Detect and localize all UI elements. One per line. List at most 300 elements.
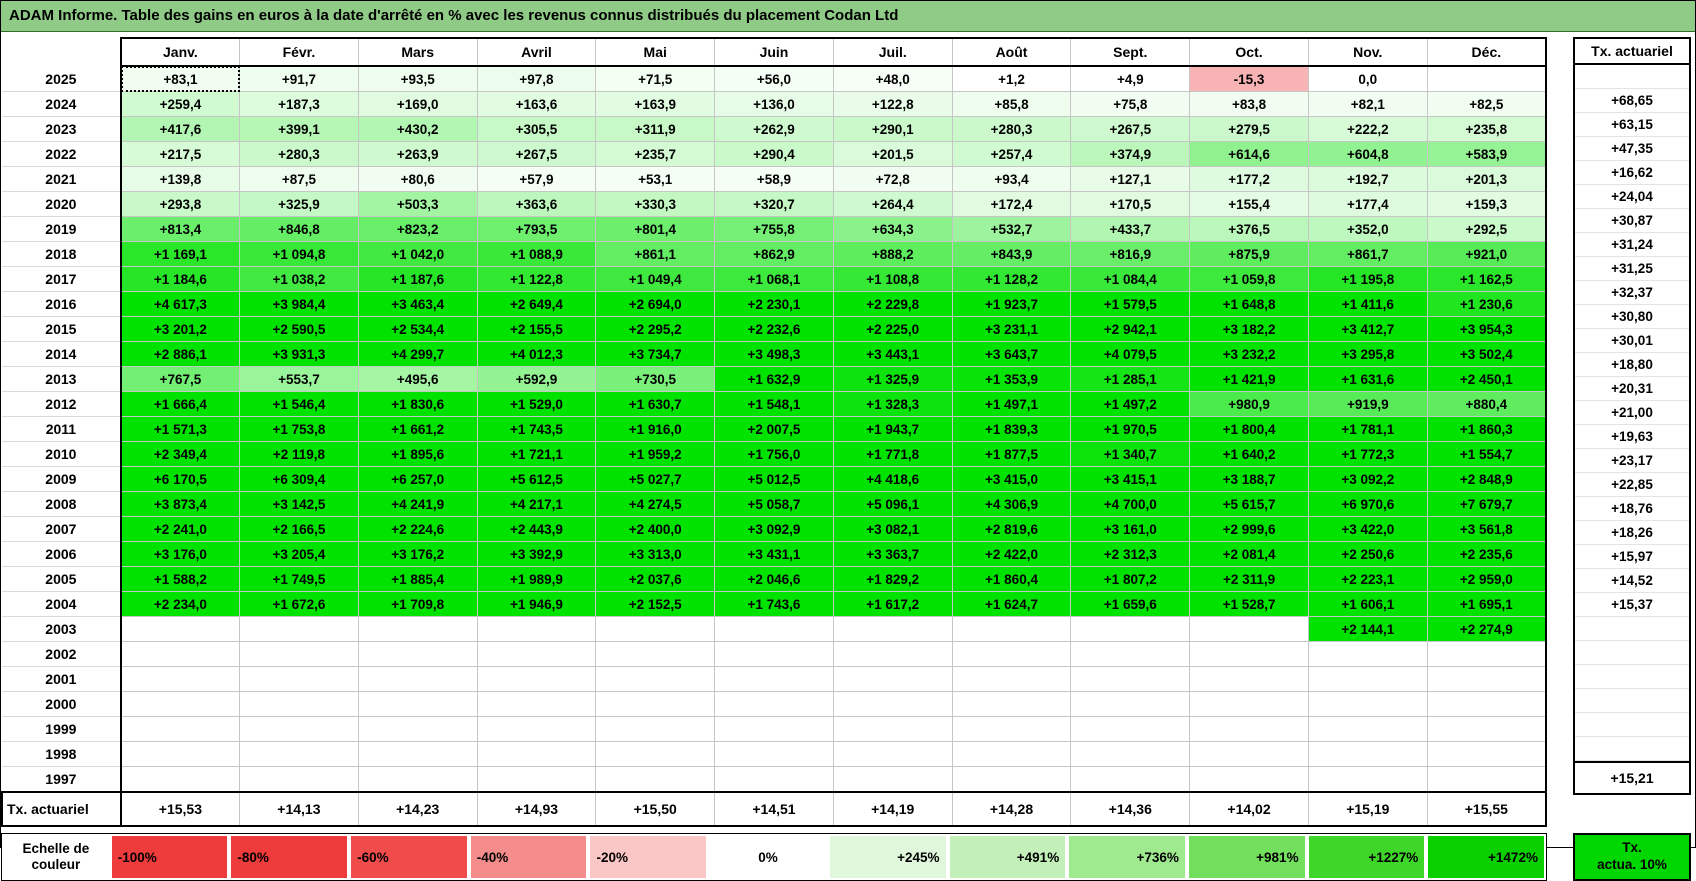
- gain-cell[interactable]: +1 162,5: [1427, 267, 1546, 292]
- gain-cell[interactable]: [477, 767, 596, 793]
- gain-cell[interactable]: +58,9: [715, 167, 834, 192]
- gain-cell[interactable]: +2 223,1: [1308, 567, 1427, 592]
- gain-cell[interactable]: +1 497,2: [1071, 392, 1190, 417]
- gain-cell[interactable]: +192,7: [1308, 167, 1427, 192]
- gain-cell[interactable]: +2 400,0: [596, 517, 715, 542]
- gain-cell[interactable]: +136,0: [715, 92, 834, 117]
- monthly-actuarial-rate-cell[interactable]: +14,02: [1190, 792, 1309, 826]
- gain-cell[interactable]: [596, 692, 715, 717]
- gain-cell[interactable]: [240, 767, 359, 793]
- gain-cell[interactable]: +2 349,4: [121, 442, 240, 467]
- gain-cell[interactable]: +430,2: [358, 117, 477, 142]
- gain-cell[interactable]: +330,3: [596, 192, 715, 217]
- gain-cell[interactable]: +2 649,4: [477, 292, 596, 317]
- gain-cell[interactable]: +2 590,5: [240, 317, 359, 342]
- gain-cell[interactable]: [1427, 642, 1546, 667]
- annual-actuarial-rate-cell[interactable]: +15,37: [1575, 593, 1689, 617]
- gain-cell[interactable]: [240, 742, 359, 767]
- gain-cell[interactable]: +235,7: [596, 142, 715, 167]
- annual-actuarial-rate-cell[interactable]: +19,63: [1575, 425, 1689, 449]
- gain-cell[interactable]: +1 666,4: [121, 392, 240, 417]
- gain-cell[interactable]: +262,9: [715, 117, 834, 142]
- gain-cell[interactable]: [1071, 642, 1190, 667]
- gain-cell[interactable]: +5 058,7: [715, 492, 834, 517]
- gain-cell[interactable]: +755,8: [715, 217, 834, 242]
- gain-cell[interactable]: +919,9: [1308, 392, 1427, 417]
- gain-cell[interactable]: +4 217,1: [477, 492, 596, 517]
- gain-cell[interactable]: +280,3: [240, 142, 359, 167]
- gain-cell[interactable]: +3 082,1: [833, 517, 952, 542]
- gain-cell[interactable]: [952, 767, 1071, 793]
- annual-actuarial-rate-cell[interactable]: +47,35: [1575, 137, 1689, 161]
- gain-cell[interactable]: +3 463,4: [358, 292, 477, 317]
- monthly-actuarial-rate-cell[interactable]: +15,53: [121, 792, 240, 826]
- gain-cell[interactable]: +1 916,0: [596, 417, 715, 442]
- gain-cell[interactable]: +730,5: [596, 367, 715, 392]
- gain-cell[interactable]: +3 313,0: [596, 542, 715, 567]
- gain-cell[interactable]: +2 241,0: [121, 517, 240, 542]
- gain-cell[interactable]: +201,5: [833, 142, 952, 167]
- gain-cell[interactable]: +1 497,1: [952, 392, 1071, 417]
- gain-cell[interactable]: +503,3: [358, 192, 477, 217]
- gain-cell[interactable]: [240, 642, 359, 667]
- gain-cell[interactable]: +3 431,1: [715, 542, 834, 567]
- gain-cell[interactable]: +2 848,9: [1427, 467, 1546, 492]
- gain-cell[interactable]: +127,1: [1071, 167, 1190, 192]
- gain-cell[interactable]: [833, 617, 952, 642]
- gain-cell[interactable]: +91,7: [240, 66, 359, 92]
- monthly-actuarial-rate-cell[interactable]: +15,50: [596, 792, 715, 826]
- gain-cell[interactable]: +2 694,0: [596, 292, 715, 317]
- gain-cell[interactable]: +5 096,1: [833, 492, 952, 517]
- gain-cell[interactable]: +1 749,5: [240, 567, 359, 592]
- annual-actuarial-rate-cell[interactable]: [1575, 65, 1689, 89]
- gain-cell[interactable]: [715, 642, 834, 667]
- gain-cell[interactable]: [596, 742, 715, 767]
- gain-cell[interactable]: +816,9: [1071, 242, 1190, 267]
- gain-cell[interactable]: +1 588,2: [121, 567, 240, 592]
- gain-cell[interactable]: +3 205,4: [240, 542, 359, 567]
- annual-actuarial-rate-cell[interactable]: +18,26: [1575, 521, 1689, 545]
- gain-cell[interactable]: [596, 767, 715, 793]
- gain-cell[interactable]: +614,6: [1190, 142, 1309, 167]
- gain-cell[interactable]: +2 081,4: [1190, 542, 1309, 567]
- gain-cell[interactable]: +3 954,3: [1427, 317, 1546, 342]
- selected-gain-cell[interactable]: +83,1: [121, 66, 240, 92]
- monthly-actuarial-rate-cell[interactable]: +14,36: [1071, 792, 1190, 826]
- gain-cell[interactable]: [1071, 742, 1190, 767]
- gain-cell[interactable]: +862,9: [715, 242, 834, 267]
- gain-cell[interactable]: +592,9: [477, 367, 596, 392]
- gain-cell[interactable]: +1 830,6: [358, 392, 477, 417]
- gain-cell[interactable]: [1071, 717, 1190, 742]
- gain-cell[interactable]: +1 640,2: [1190, 442, 1309, 467]
- gain-cell[interactable]: +2 007,5: [715, 417, 834, 442]
- gain-cell[interactable]: [240, 617, 359, 642]
- gain-cell[interactable]: [1308, 692, 1427, 717]
- gain-cell[interactable]: 0,0: [1308, 66, 1427, 92]
- gain-cell[interactable]: +2 443,9: [477, 517, 596, 542]
- gain-cell[interactable]: +292,5: [1427, 217, 1546, 242]
- gain-cell[interactable]: +1 068,1: [715, 267, 834, 292]
- gain-cell[interactable]: [1071, 767, 1190, 793]
- gain-cell[interactable]: [121, 692, 240, 717]
- gain-cell[interactable]: +257,4: [952, 142, 1071, 167]
- gain-cell[interactable]: -15,3: [1190, 66, 1309, 92]
- gain-cell[interactable]: +363,6: [477, 192, 596, 217]
- gain-cell[interactable]: +3 392,9: [477, 542, 596, 567]
- gain-cell[interactable]: +87,5: [240, 167, 359, 192]
- gain-cell[interactable]: +2 224,6: [358, 517, 477, 542]
- gain-cell[interactable]: +1 084,4: [1071, 267, 1190, 292]
- gain-cell[interactable]: +1 753,8: [240, 417, 359, 442]
- gain-cell[interactable]: +4 274,5: [596, 492, 715, 517]
- gain-cell[interactable]: +1 285,1: [1071, 367, 1190, 392]
- gain-cell[interactable]: +2 942,1: [1071, 317, 1190, 342]
- gain-cell[interactable]: +3 984,4: [240, 292, 359, 317]
- gain-cell[interactable]: +235,8: [1427, 117, 1546, 142]
- gain-cell[interactable]: +1 049,4: [596, 267, 715, 292]
- gain-cell[interactable]: [1308, 767, 1427, 793]
- gain-cell[interactable]: [1308, 717, 1427, 742]
- gain-cell[interactable]: +2 312,3: [1071, 542, 1190, 567]
- gain-cell[interactable]: +374,9: [1071, 142, 1190, 167]
- gain-cell[interactable]: +1 353,9: [952, 367, 1071, 392]
- gain-cell[interactable]: [833, 742, 952, 767]
- gain-cell[interactable]: +93,4: [952, 167, 1071, 192]
- gain-cell[interactable]: [121, 617, 240, 642]
- gain-cell[interactable]: [833, 642, 952, 667]
- gain-cell[interactable]: +97,8: [477, 66, 596, 92]
- annual-actuarial-rate-cell[interactable]: +18,76: [1575, 497, 1689, 521]
- gain-cell[interactable]: [1427, 742, 1546, 767]
- gain-cell[interactable]: +1 672,6: [240, 592, 359, 617]
- gain-cell[interactable]: +2 959,0: [1427, 567, 1546, 592]
- gain-cell[interactable]: +417,6: [121, 117, 240, 142]
- gain-cell[interactable]: [715, 742, 834, 767]
- gain-cell[interactable]: +2 819,6: [952, 517, 1071, 542]
- gain-cell[interactable]: +1 772,3: [1308, 442, 1427, 467]
- gain-cell[interactable]: +1 122,8: [477, 267, 596, 292]
- monthly-actuarial-rate-cell[interactable]: +14,19: [833, 792, 952, 826]
- gain-cell[interactable]: +1 800,4: [1190, 417, 1309, 442]
- gain-cell[interactable]: +2 144,1: [1308, 617, 1427, 642]
- gain-cell[interactable]: [1071, 692, 1190, 717]
- gain-cell[interactable]: +82,1: [1308, 92, 1427, 117]
- gain-cell[interactable]: +279,5: [1190, 117, 1309, 142]
- gain-cell[interactable]: [833, 767, 952, 793]
- gain-cell[interactable]: [1427, 717, 1546, 742]
- gain-cell[interactable]: +399,1: [240, 117, 359, 142]
- gain-cell[interactable]: +1 128,2: [952, 267, 1071, 292]
- gain-cell[interactable]: +3 188,7: [1190, 467, 1309, 492]
- annual-actuarial-rate-cell[interactable]: +15,97: [1575, 545, 1689, 569]
- gain-cell[interactable]: [596, 617, 715, 642]
- annual-actuarial-rate-cell[interactable]: [1575, 689, 1689, 713]
- gain-cell[interactable]: +305,5: [477, 117, 596, 142]
- annual-actuarial-rate-cell[interactable]: +30,87: [1575, 209, 1689, 233]
- gain-cell[interactable]: +4 079,5: [1071, 342, 1190, 367]
- gain-cell[interactable]: +53,1: [596, 167, 715, 192]
- gain-cell[interactable]: [477, 717, 596, 742]
- gain-cell[interactable]: +875,9: [1190, 242, 1309, 267]
- gain-cell[interactable]: +813,4: [121, 217, 240, 242]
- gain-cell[interactable]: +325,9: [240, 192, 359, 217]
- gain-cell[interactable]: +861,7: [1308, 242, 1427, 267]
- annual-actuarial-rate-cell[interactable]: [1575, 737, 1689, 761]
- gain-cell[interactable]: +1 970,5: [1071, 417, 1190, 442]
- gain-cell[interactable]: +3 161,0: [1071, 517, 1190, 542]
- gain-cell[interactable]: +921,0: [1427, 242, 1546, 267]
- gain-cell[interactable]: +93,5: [358, 66, 477, 92]
- gain-cell[interactable]: +3 502,4: [1427, 342, 1546, 367]
- gain-cell[interactable]: +177,2: [1190, 167, 1309, 192]
- gain-cell[interactable]: +2 999,6: [1190, 517, 1309, 542]
- gain-cell[interactable]: +3 295,8: [1308, 342, 1427, 367]
- annual-actuarial-rate-cell[interactable]: [1575, 617, 1689, 641]
- gain-cell[interactable]: +3 182,2: [1190, 317, 1309, 342]
- gain-cell[interactable]: +6 257,0: [358, 467, 477, 492]
- gain-cell[interactable]: +75,8: [1071, 92, 1190, 117]
- gain-cell[interactable]: [477, 642, 596, 667]
- gain-cell[interactable]: +3 201,2: [121, 317, 240, 342]
- gain-cell[interactable]: [1190, 742, 1309, 767]
- gain-cell[interactable]: +1 042,0: [358, 242, 477, 267]
- gain-cell[interactable]: +843,9: [952, 242, 1071, 267]
- gain-cell[interactable]: +1 923,7: [952, 292, 1071, 317]
- gain-cell[interactable]: +2 037,6: [596, 567, 715, 592]
- gain-cell[interactable]: +1 860,3: [1427, 417, 1546, 442]
- gain-cell[interactable]: [240, 692, 359, 717]
- gain-cell[interactable]: +3 412,7: [1308, 317, 1427, 342]
- gain-cell[interactable]: +1 885,4: [358, 567, 477, 592]
- gain-cell[interactable]: +83,8: [1190, 92, 1309, 117]
- gain-cell[interactable]: +82,5: [1427, 92, 1546, 117]
- gain-cell[interactable]: [477, 617, 596, 642]
- gain-cell[interactable]: [715, 692, 834, 717]
- gain-cell[interactable]: [1190, 717, 1309, 742]
- gain-cell[interactable]: +320,7: [715, 192, 834, 217]
- gain-cell[interactable]: +6 309,4: [240, 467, 359, 492]
- gain-cell[interactable]: [952, 717, 1071, 742]
- annual-actuarial-rate-cell[interactable]: +32,37: [1575, 281, 1689, 305]
- gain-cell[interactable]: +264,4: [833, 192, 952, 217]
- gain-cell[interactable]: +169,0: [358, 92, 477, 117]
- gain-cell[interactable]: +1 528,7: [1190, 592, 1309, 617]
- gain-cell[interactable]: +1 230,6: [1427, 292, 1546, 317]
- gain-cell[interactable]: +1 187,6: [358, 267, 477, 292]
- gain-cell[interactable]: +1 554,7: [1427, 442, 1546, 467]
- gain-cell[interactable]: [1190, 667, 1309, 692]
- gain-cell[interactable]: +2 422,0: [952, 542, 1071, 567]
- gain-cell[interactable]: +222,2: [1308, 117, 1427, 142]
- gain-cell[interactable]: +155,4: [1190, 192, 1309, 217]
- gain-cell[interactable]: +48,0: [833, 66, 952, 92]
- gain-cell[interactable]: +1 946,9: [477, 592, 596, 617]
- gain-cell[interactable]: +217,5: [121, 142, 240, 167]
- gain-cell[interactable]: +139,8: [121, 167, 240, 192]
- gain-cell[interactable]: [1071, 667, 1190, 692]
- annual-actuarial-rate-cell[interactable]: +24,04: [1575, 185, 1689, 209]
- gain-cell[interactable]: [121, 642, 240, 667]
- gain-cell[interactable]: +1 659,6: [1071, 592, 1190, 617]
- gain-cell[interactable]: +376,5: [1190, 217, 1309, 242]
- gain-cell[interactable]: +1 325,9: [833, 367, 952, 392]
- gain-cell[interactable]: [240, 667, 359, 692]
- gain-cell[interactable]: +433,7: [1071, 217, 1190, 242]
- gain-cell[interactable]: +2 046,6: [715, 567, 834, 592]
- gain-cell[interactable]: [1427, 667, 1546, 692]
- gain-cell[interactable]: [715, 767, 834, 793]
- gain-cell[interactable]: +2 450,1: [1427, 367, 1546, 392]
- gain-cell[interactable]: +888,2: [833, 242, 952, 267]
- gain-cell[interactable]: +583,9: [1427, 142, 1546, 167]
- gain-cell[interactable]: [952, 667, 1071, 692]
- gain-cell[interactable]: +1 743,6: [715, 592, 834, 617]
- gain-cell[interactable]: +56,0: [715, 66, 834, 92]
- gain-cell[interactable]: [952, 692, 1071, 717]
- gain-cell[interactable]: +1 631,6: [1308, 367, 1427, 392]
- gain-cell[interactable]: +1 606,1: [1308, 592, 1427, 617]
- gain-cell[interactable]: +1 088,9: [477, 242, 596, 267]
- gain-cell[interactable]: [833, 667, 952, 692]
- gain-cell[interactable]: [833, 717, 952, 742]
- gain-cell[interactable]: +57,9: [477, 167, 596, 192]
- gain-cell[interactable]: +2 235,6: [1427, 542, 1546, 567]
- gain-cell[interactable]: +311,9: [596, 117, 715, 142]
- gain-cell[interactable]: +1 959,2: [596, 442, 715, 467]
- gain-cell[interactable]: +1 059,8: [1190, 267, 1309, 292]
- gain-cell[interactable]: [121, 717, 240, 742]
- gain-cell[interactable]: +823,2: [358, 217, 477, 242]
- gain-cell[interactable]: [1427, 66, 1546, 92]
- gain-cell[interactable]: +7 679,7: [1427, 492, 1546, 517]
- gain-cell[interactable]: +3 176,0: [121, 542, 240, 567]
- gain-cell[interactable]: +4 306,9: [952, 492, 1071, 517]
- gain-cell[interactable]: +2 119,8: [240, 442, 359, 467]
- gain-cell[interactable]: +1 546,4: [240, 392, 359, 417]
- gain-cell[interactable]: +846,8: [240, 217, 359, 242]
- annual-actuarial-rate-cell[interactable]: +30,80: [1575, 305, 1689, 329]
- gain-cell[interactable]: +4 700,0: [1071, 492, 1190, 517]
- gain-cell[interactable]: +5 012,5: [715, 467, 834, 492]
- gain-cell[interactable]: +1,2: [952, 66, 1071, 92]
- gain-cell[interactable]: [715, 667, 834, 692]
- annual-actuarial-rate-cell[interactable]: +30,01: [1575, 329, 1689, 353]
- annual-actuarial-rate-cell[interactable]: +63,15: [1575, 113, 1689, 137]
- gain-cell[interactable]: [952, 617, 1071, 642]
- gain-cell[interactable]: +1 421,9: [1190, 367, 1309, 392]
- monthly-actuarial-rate-cell[interactable]: +14,13: [240, 792, 359, 826]
- gain-cell[interactable]: +290,4: [715, 142, 834, 167]
- gain-cell[interactable]: +85,8: [952, 92, 1071, 117]
- gain-cell[interactable]: +3 231,1: [952, 317, 1071, 342]
- gain-cell[interactable]: [121, 742, 240, 767]
- gain-cell[interactable]: +122,8: [833, 92, 952, 117]
- gain-cell[interactable]: +3 142,5: [240, 492, 359, 517]
- gain-cell[interactable]: +263,9: [358, 142, 477, 167]
- gain-cell[interactable]: +4 418,6: [833, 467, 952, 492]
- gain-cell[interactable]: +1 860,4: [952, 567, 1071, 592]
- monthly-actuarial-rate-cell[interactable]: +14,28: [952, 792, 1071, 826]
- gain-cell[interactable]: +1 094,8: [240, 242, 359, 267]
- gain-cell[interactable]: +495,6: [358, 367, 477, 392]
- gain-cell[interactable]: +267,5: [1071, 117, 1190, 142]
- gain-cell[interactable]: [1308, 667, 1427, 692]
- gain-cell[interactable]: +1 829,2: [833, 567, 952, 592]
- gain-cell[interactable]: +4 012,3: [477, 342, 596, 367]
- annual-actuarial-rate-cell[interactable]: +21,00: [1575, 401, 1689, 425]
- gain-cell[interactable]: +1 695,1: [1427, 592, 1546, 617]
- gain-cell[interactable]: [121, 767, 240, 793]
- gain-cell[interactable]: +1 895,6: [358, 442, 477, 467]
- gain-cell[interactable]: +3 415,0: [952, 467, 1071, 492]
- gain-cell[interactable]: [596, 717, 715, 742]
- gain-cell[interactable]: +1 989,9: [477, 567, 596, 592]
- gain-cell[interactable]: +3 092,9: [715, 517, 834, 542]
- gain-cell[interactable]: [1308, 742, 1427, 767]
- gain-cell[interactable]: +6 170,5: [121, 467, 240, 492]
- gain-cell[interactable]: +880,4: [1427, 392, 1546, 417]
- gain-cell[interactable]: +159,3: [1427, 192, 1546, 217]
- gain-cell[interactable]: [358, 642, 477, 667]
- gain-cell[interactable]: +3 931,3: [240, 342, 359, 367]
- annual-actuarial-rate-cell[interactable]: +20,31: [1575, 377, 1689, 401]
- gain-cell[interactable]: +1 571,3: [121, 417, 240, 442]
- gain-cell[interactable]: +267,5: [477, 142, 596, 167]
- annual-actuarial-rate-cell[interactable]: [1575, 665, 1689, 689]
- gain-cell[interactable]: +793,5: [477, 217, 596, 242]
- gain-cell[interactable]: +6 970,6: [1308, 492, 1427, 517]
- gain-cell[interactable]: +2 225,0: [833, 317, 952, 342]
- gain-cell[interactable]: +1 648,8: [1190, 292, 1309, 317]
- gain-cell[interactable]: +3 561,8: [1427, 517, 1546, 542]
- gain-cell[interactable]: +3 232,2: [1190, 342, 1309, 367]
- gain-cell[interactable]: +259,4: [121, 92, 240, 117]
- gain-cell[interactable]: +1 839,3: [952, 417, 1071, 442]
- gain-cell[interactable]: +3 363,7: [833, 542, 952, 567]
- gain-cell[interactable]: +187,3: [240, 92, 359, 117]
- gain-cell[interactable]: +4 617,3: [121, 292, 240, 317]
- gain-cell[interactable]: [952, 642, 1071, 667]
- gain-cell[interactable]: +4 241,9: [358, 492, 477, 517]
- gain-cell[interactable]: +1 624,7: [952, 592, 1071, 617]
- gain-cell[interactable]: +290,1: [833, 117, 952, 142]
- gain-cell[interactable]: +2 229,8: [833, 292, 952, 317]
- annual-actuarial-rate-cell[interactable]: +18,80: [1575, 353, 1689, 377]
- gain-cell[interactable]: +2 274,9: [1427, 617, 1546, 642]
- annual-actuarial-rate-cell[interactable]: +14,52: [1575, 569, 1689, 593]
- gain-cell[interactable]: +2 295,2: [596, 317, 715, 342]
- gain-cell[interactable]: +1 579,5: [1071, 292, 1190, 317]
- gain-cell[interactable]: +4,9: [1071, 66, 1190, 92]
- monthly-actuarial-rate-cell[interactable]: +15,19: [1308, 792, 1427, 826]
- gain-cell[interactable]: [952, 742, 1071, 767]
- monthly-actuarial-rate-cell[interactable]: +15,55: [1427, 792, 1546, 826]
- gain-cell[interactable]: +71,5: [596, 66, 715, 92]
- gain-cell[interactable]: +3 643,7: [952, 342, 1071, 367]
- gain-cell[interactable]: +3 422,0: [1308, 517, 1427, 542]
- gain-cell[interactable]: [596, 667, 715, 692]
- gain-cell[interactable]: +3 734,7: [596, 342, 715, 367]
- gain-cell[interactable]: +553,7: [240, 367, 359, 392]
- gain-cell[interactable]: +801,4: [596, 217, 715, 242]
- gain-cell[interactable]: +2 886,1: [121, 342, 240, 367]
- gain-cell[interactable]: +1 771,8: [833, 442, 952, 467]
- gain-cell[interactable]: +163,6: [477, 92, 596, 117]
- gain-cell[interactable]: [715, 717, 834, 742]
- gain-cell[interactable]: +2 152,5: [596, 592, 715, 617]
